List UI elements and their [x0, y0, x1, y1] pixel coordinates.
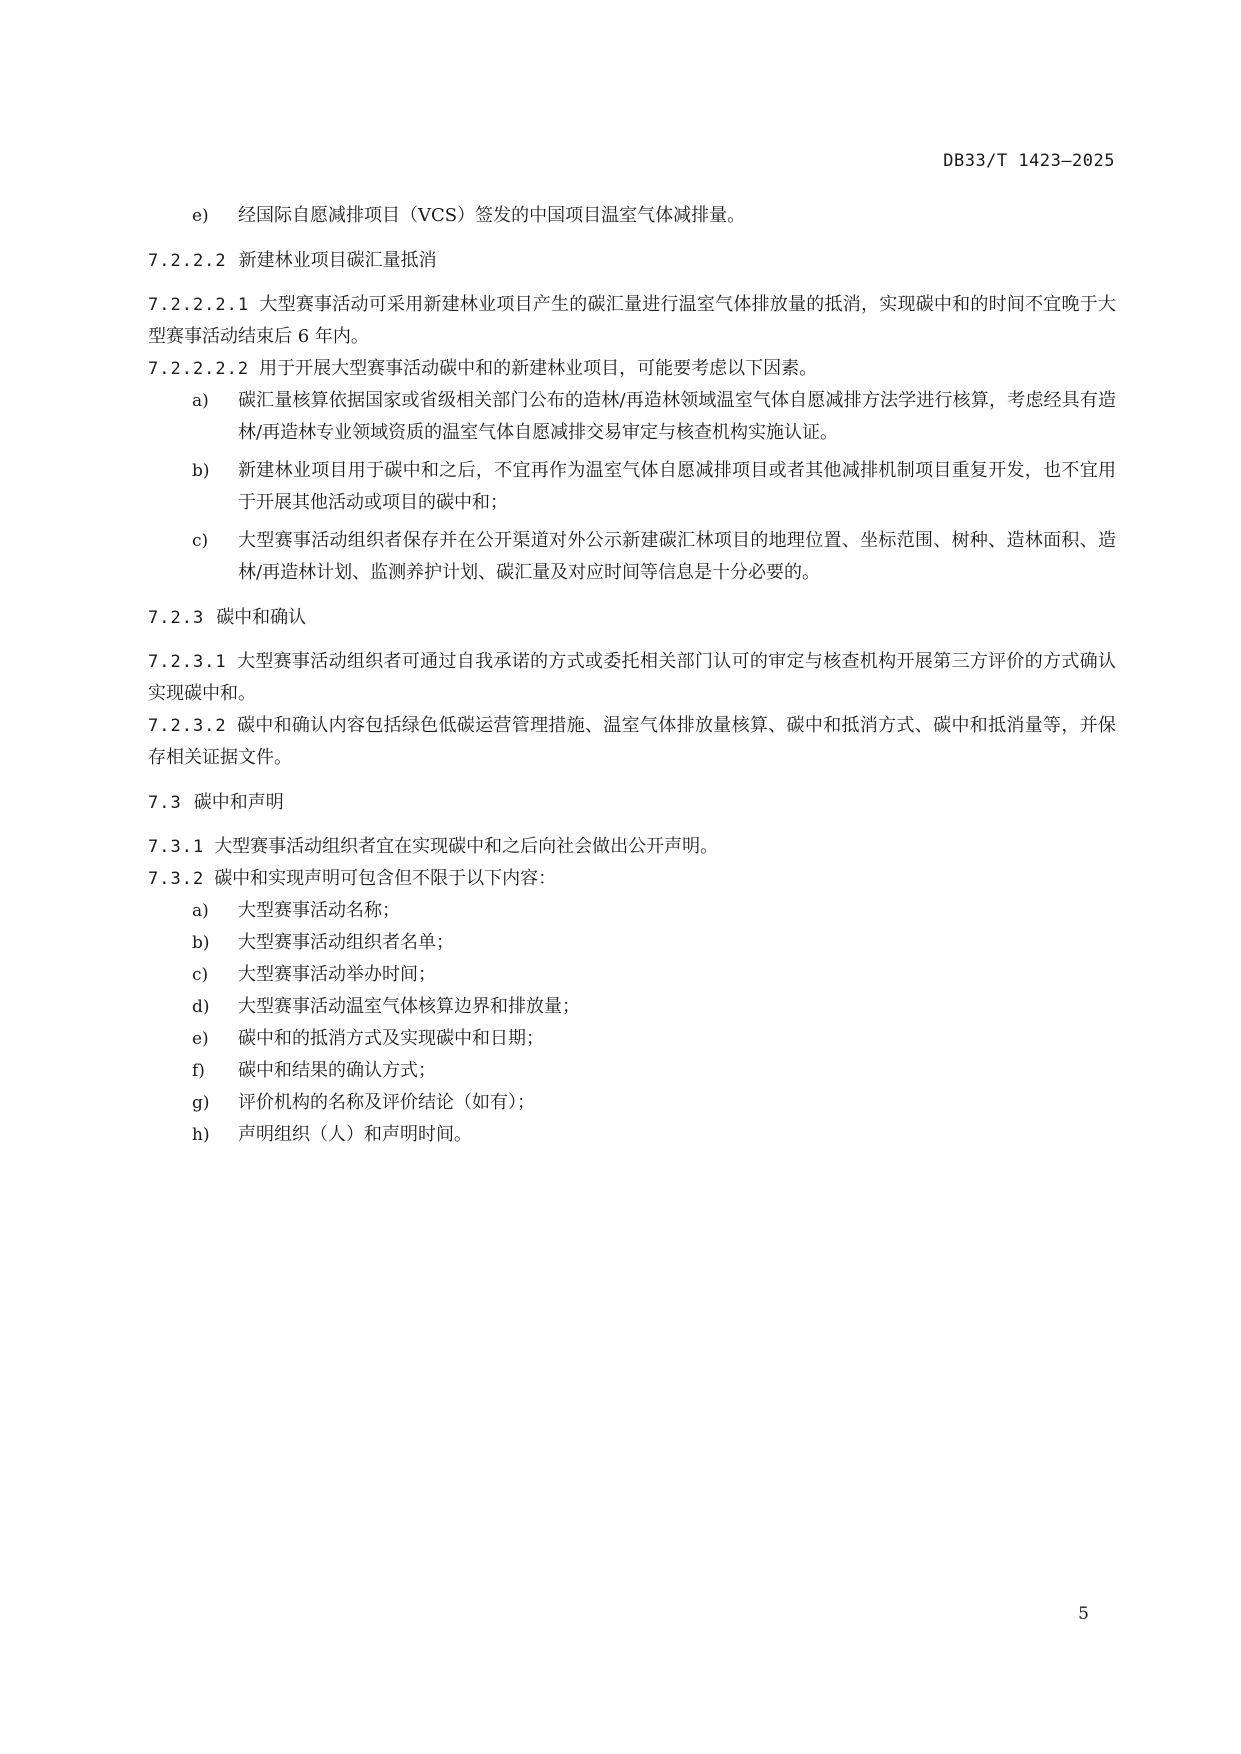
- item-text: 大型赛事活动举办时间；: [238, 964, 436, 985]
- clause-text: 碳中和确认内容包括绿色低碳运营管理措施、温室气体排放量核算、碳中和抵消方式、碳中和抵消量等，并保存相关证据文件。: [148, 715, 1116, 768]
- item-text: 大型赛事活动名称；: [238, 900, 400, 921]
- clause-732: [148, 863, 1116, 895]
- clause-number: 7.2.2.2.1: [148, 295, 250, 315]
- item-text: 碳中和的抵消方式及实现碳中和日期；: [238, 1028, 544, 1049]
- clause-72222: [148, 353, 1116, 385]
- list-item: [148, 385, 1116, 449]
- section-number: 7.3: [148, 793, 182, 813]
- clause-number: 7.3.1: [148, 837, 205, 857]
- item-text: 新建林业项目用于碳中和之后，不宜再作为温室气体自愿减排项目或者其他减排机制项目重复开发，也不宜用于开展其他活动或项目的碳中和；: [238, 460, 1116, 513]
- item-text: 评价机构的名称及评价结论（如有）；: [238, 1092, 535, 1113]
- clause-7232: [148, 710, 1116, 774]
- clause-7231: [148, 646, 1116, 710]
- clause-text: 用于开展大型赛事活动碳中和的新建林业项目，可能要考虑以下因素。: [259, 358, 818, 379]
- section-number: 7.2.3: [148, 608, 205, 628]
- item-text: 大型赛事活动温室气体核算边界和排放量；: [238, 996, 580, 1017]
- list-item: [148, 1055, 1116, 1087]
- list-item: [148, 525, 1116, 589]
- clause-72221: [148, 289, 1116, 353]
- item-label: d): [192, 997, 210, 1017]
- item-text: 声明组织（人）和声明时间。: [238, 1124, 472, 1145]
- item-label: a): [192, 901, 209, 921]
- clause-number: 7.2.2.2.2: [148, 359, 250, 379]
- list-item: [148, 455, 1116, 519]
- clause-number: 7.2.3.1: [148, 652, 227, 672]
- list-item: [148, 959, 1116, 991]
- clause-text: 大型赛事活动可采用新建林业项目产生的碳汇量进行温室气体排放量的抵消，实现碳中和的时间不宜晚于大型赛事活动结束后 6 年内。: [148, 294, 1116, 347]
- item-label: c): [192, 531, 209, 551]
- item-label: e): [192, 1029, 209, 1049]
- item-text: 经国际自愿减排项目（VCS）签发的中国项目温室气体减排量。: [238, 205, 746, 226]
- list-item: [148, 1087, 1116, 1119]
- clause-number: 7.3.2: [148, 869, 205, 889]
- list-item: [148, 895, 1116, 927]
- item-label: a): [192, 391, 209, 411]
- item-label: g): [192, 1093, 210, 1113]
- item-label: c): [192, 965, 209, 985]
- section-heading-73: [148, 787, 1116, 819]
- list-item: [148, 991, 1116, 1023]
- section-heading-723: [148, 602, 1116, 634]
- list-item: [148, 1023, 1116, 1055]
- clause-number: 7.2.3.2: [148, 716, 227, 736]
- list-item: [148, 200, 1116, 232]
- item-label: e): [192, 206, 209, 226]
- page-content: [148, 200, 1116, 1151]
- clause-731: [148, 831, 1116, 863]
- section-heading-7222: [148, 245, 1116, 277]
- clause-text: 大型赛事活动组织者可通过自我承诺的方式或委托相关部门认可的审定与核查机构开展第三方评价的方式确认实现碳中和。: [148, 651, 1116, 704]
- item-text: 碳中和结果的确认方式；: [238, 1060, 436, 1081]
- section-title: 碳中和确认: [216, 607, 307, 628]
- item-label: h): [192, 1125, 210, 1145]
- list-item: [148, 1119, 1116, 1151]
- section-title: 碳中和声明: [193, 792, 284, 813]
- clause-text: 碳中和实现声明可包含但不限于以下内容：: [214, 868, 557, 889]
- clause-text: 大型赛事活动组织者宜在实现碳中和之后向社会做出公开声明。: [214, 836, 719, 857]
- document-code: DB33/T 1423—2025: [943, 151, 1115, 171]
- section-title: 新建林业项目碳汇量抵消: [238, 250, 437, 271]
- item-text: 碳汇量核算依据国家或省级相关部门公布的造林/再造林领域温室气体自愿减排方法学进行核算，考虑经具有造林/再造林专业领域资质的温室气体自愿减排交易审定与核查机构实施认证。: [238, 390, 1116, 443]
- page-number: 5: [1078, 1604, 1089, 1624]
- item-text: 大型赛事活动组织者保存并在公开渠道对外公示新建碳汇林项目的地理位置、坐标范围、树种、造林面积、造林/再造林计划、监测养护计划、碳汇量及对应时间等信息是十分必要的。: [238, 530, 1116, 583]
- item-text: 大型赛事活动组织者名单；: [238, 932, 454, 953]
- item-label: b): [192, 461, 210, 481]
- list-item: [148, 927, 1116, 959]
- item-label: f): [192, 1061, 205, 1081]
- section-number: 7.2.2.2: [148, 251, 227, 271]
- item-label: b): [192, 933, 210, 953]
